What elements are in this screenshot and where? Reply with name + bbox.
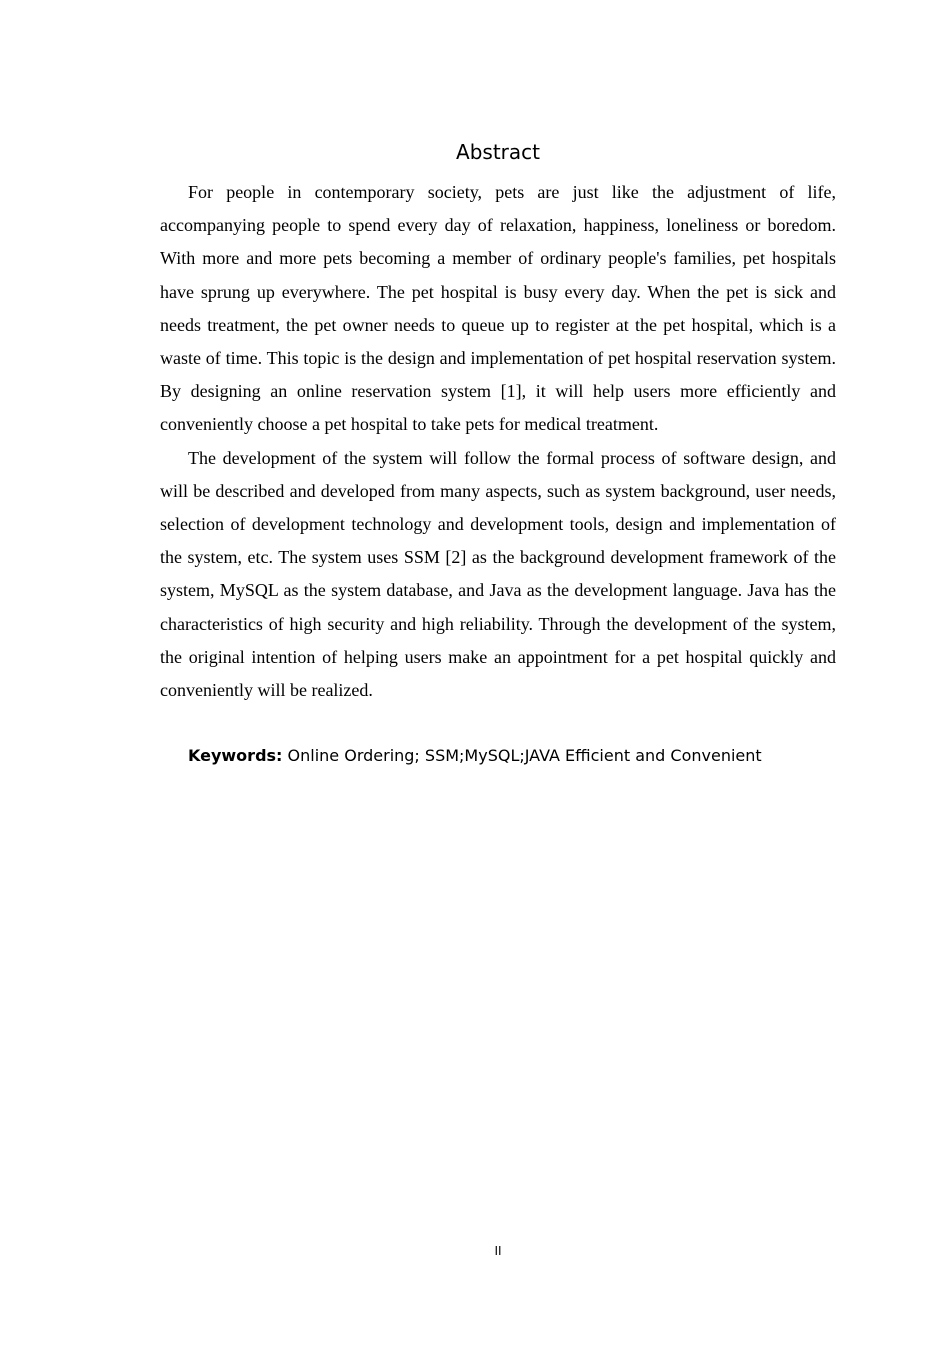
page-number: II bbox=[494, 1244, 502, 1258]
keywords-line bbox=[188, 744, 762, 768]
abstract-paragraph-1: For people in contemporary society, pets are just like the adjustment of life, accompanying people to spend every day of relaxation, happiness, loneliness or boredom. With more and more pets becoming a member of ordinary people's families, pet hospitals have sprung up everywhere. The pet hospital is busy every day. When the pet is sick and needs treatment, the pet owner needs to queue up to register at the pet hospital, which is a waste of time. This topic is the design and implementation of pet hospital reservation system. By designing an online reservation system [1], it will help users more efficiently and conveniently choose a pet hospital to take pets for medical treatment. bbox=[160, 182, 836, 435]
abstract-title: Abstract bbox=[456, 140, 540, 164]
abstract-paragraph-2: The development of the system will follow the formal process of software design, and will be described and developed from many aspects, such as system background, user needs, selection of development technology and development tools, design and implementation of the system, etc. The system uses SSM [2] as the background development framework of the system, MySQL as the system database, and Java as the development language. Java has the characteristics of high security and high reliability. Through the development of the system, the original intention of helping users make an appointment for a pet hospital quickly and conveniently will be realized. bbox=[160, 447, 836, 701]
keywords-label: Keywords: bbox=[188, 746, 283, 765]
keywords-text: Online Ordering; SSM;MySQL;JAVA Efficient and Convenient bbox=[282, 746, 762, 765]
abstract-body bbox=[160, 176, 836, 707]
